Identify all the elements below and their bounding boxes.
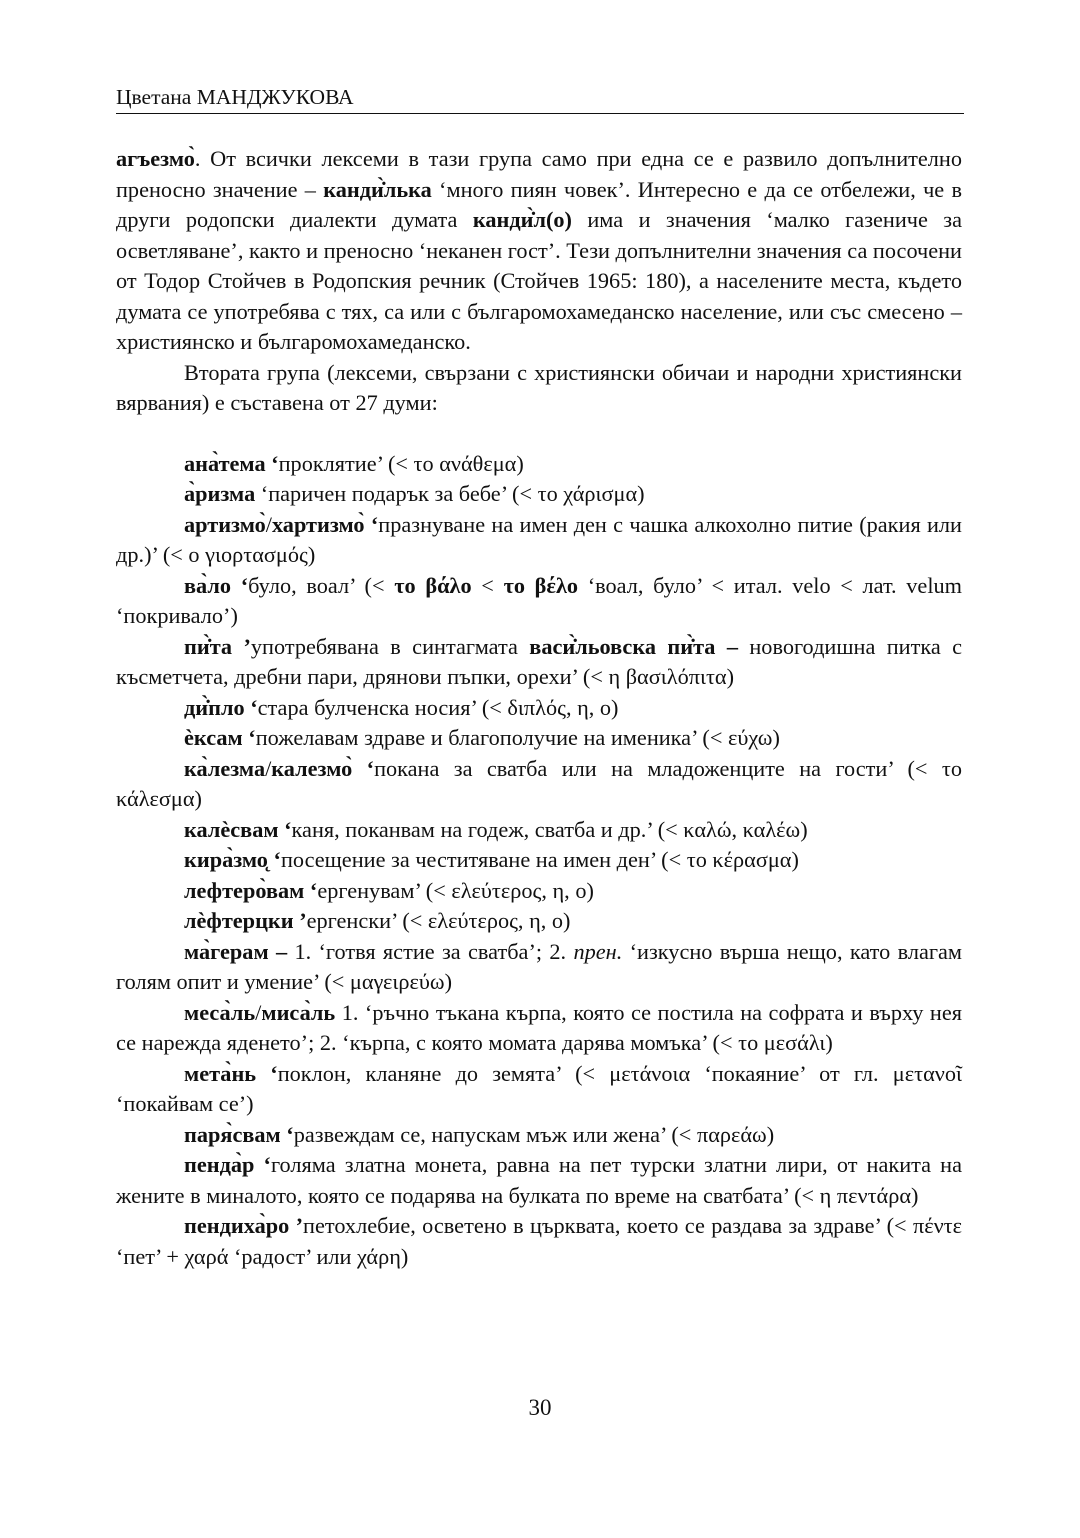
dictionary-entry bbox=[116, 632, 962, 693]
body-text: има и значения ‘малко газениче за осветляване’, както и преносно ‘неканен гост’. Тези допълнителни значения са посочени от Тодор Стойчев в Родопския речник (Стойчев 1965: 180), а населените места, където думата се употребява с тях, са или с българомохамеданско население, или със смесено – християнско и българомохамеданско. bbox=[116, 207, 962, 354]
headword-text: ва̀ло ‘ bbox=[184, 572, 249, 598]
headword-text: миса̀ль bbox=[261, 999, 336, 1025]
body-text: ‘много пиян човек’. Интересно е да се отбележи, че в други родопски диалекти думата bbox=[116, 176, 962, 232]
headword-text: васи̇̀льовска пи̇̀та – bbox=[529, 633, 738, 659]
dictionary-entry bbox=[116, 876, 962, 907]
dictionary-entry bbox=[116, 479, 962, 510]
dictionary-entry bbox=[116, 510, 962, 571]
body-text: развеждам се, напускам мъж или жена’ (< παρεάω) bbox=[293, 1121, 775, 1147]
headword-text: калезмо̀ ‘ bbox=[271, 755, 375, 781]
headword-text: кира̀змо̨ ‘ bbox=[184, 847, 281, 872]
page-body bbox=[116, 144, 962, 1272]
body-text: було, воал’ (< bbox=[248, 572, 395, 598]
body-text: празнуване на имен ден с чашка алкохолно питие (ракия или др.)’ (< ο γιορτασμός) bbox=[116, 511, 962, 567]
body-text: новогодишна питка с късметчета, дребни пари, дрянови пъпки, орехи’ (< η βασιλόπιτα) bbox=[116, 633, 963, 689]
headword-text: лефтеро̀вам ‘ bbox=[184, 877, 318, 903]
body-text: стара булченска носия’ (< διπλός, η, ο) bbox=[257, 694, 619, 720]
headword-text: ѐксам ‘ bbox=[184, 725, 256, 750]
paragraph bbox=[116, 358, 962, 419]
body-text: / bbox=[255, 999, 262, 1025]
body-text: петохлебие, осветено в църквата, което се раздава за здраве’ (< πέντε ‘пет’ + χαρά ‘радост’ или χάρη) bbox=[116, 1213, 962, 1269]
body-text: ергенски’ (< ελεύτερος, η, ο) bbox=[306, 908, 571, 933]
headword-text: канди̇̀лька bbox=[323, 176, 432, 202]
headword-text: меса̀ль bbox=[184, 999, 256, 1025]
body-text: проклятие’ (< το ανάθεμα) bbox=[278, 450, 524, 476]
dictionary-entry bbox=[116, 754, 962, 815]
dictionary-entry bbox=[116, 449, 962, 480]
headword-text: калѐсвам ‘ bbox=[184, 816, 292, 842]
headword-text: агъезмо̀ bbox=[116, 146, 195, 171]
headword-text: хартизмо̀ ‘ bbox=[271, 511, 379, 537]
body-text: ‘изкусно върша нещо, като влагам голям опит и умение’ (< μαγειρεύω) bbox=[116, 938, 962, 994]
body-text: / bbox=[265, 755, 272, 781]
headword-text: ма̀герам – bbox=[184, 938, 288, 964]
italic-text: прен. bbox=[573, 938, 623, 964]
headword-text: ди̇̀пло ‘ bbox=[184, 694, 258, 720]
headword-text: артизмо̀ bbox=[184, 511, 266, 537]
dictionary-entry bbox=[116, 845, 962, 876]
body-text: / bbox=[265, 511, 272, 537]
body-text: 1. ‘готвя ястие за сватба’; 2. bbox=[287, 938, 574, 964]
body-text: ‘паричен подарък за бебе’ (< το χάρισμα) bbox=[255, 481, 645, 506]
body-text: ергенувам’ (< ελεύτερος, η, ο) bbox=[317, 877, 594, 903]
headword-text: ка̀лезма bbox=[184, 755, 266, 781]
dictionary-entry bbox=[116, 1211, 962, 1272]
headword-text: паря̀свам ‘ bbox=[184, 1121, 294, 1147]
body-text: пожелавам здраве и благополучие на именика’ (< εύχω) bbox=[255, 725, 780, 750]
body-text: поклон, кланяне до земята’ (< μετάνοια ‘покаяние’ от гл. μετανοῖ ‘покайвам се’) bbox=[116, 1060, 962, 1116]
headword-text: пендиха̀ро ’ bbox=[184, 1213, 304, 1238]
body-text: 1. ‘ръчно тъкана кърпа, която се постила на софрата и върху нея се нарежда яденето’; 2. ‘кърпа, с която момата дарява момъка’ (< το μεσάλι) bbox=[116, 999, 962, 1055]
body-text: < bbox=[471, 572, 504, 598]
dictionary-entry bbox=[116, 723, 962, 754]
body-text: посещение за честитяване на имен ден’ (< το κέρασμα) bbox=[280, 847, 799, 872]
running-header bbox=[116, 84, 964, 114]
headword-text: лѐфтерцки ’ bbox=[184, 908, 307, 933]
dictionary-entry bbox=[116, 937, 962, 998]
body-text: голяма златна монета, равна на пет турски златни лири, от накита на жените в миналото, която се подарява на булката по време на сватбата’ (< η πεντάρα) bbox=[116, 1152, 963, 1208]
headword-text: канди̇̀л(о) bbox=[472, 207, 572, 232]
headword-text: пи̇̀та ’ bbox=[184, 633, 251, 659]
headword-text: ана̀тема ‘ bbox=[184, 450, 279, 476]
dictionary-entry bbox=[116, 571, 962, 632]
headword-text: το βέλο bbox=[503, 572, 579, 598]
body-text: ‘воал, було’ < итал. velo < лат. velum ‘покривало’) bbox=[116, 572, 963, 628]
body-text: каня, поканвам на годеж, сватба и др.’ (< καλώ, καλέω) bbox=[291, 816, 808, 842]
dictionary-entry bbox=[116, 1059, 962, 1120]
author-name: Цветана МАНДЖУКОВА bbox=[116, 85, 354, 109]
paragraph bbox=[116, 144, 962, 358]
body-text: употребявана в синтагмата bbox=[250, 633, 530, 659]
headword-text: а̀ризма bbox=[184, 481, 256, 506]
dictionary-entry bbox=[116, 906, 962, 937]
dictionary-entry bbox=[116, 1120, 962, 1151]
headword-text: το βάλο bbox=[394, 572, 472, 598]
body-text: покана за сватба или на младоженците на гости’ (< το κάλεσμα) bbox=[116, 755, 962, 811]
page-number: 30 bbox=[528, 1395, 552, 1420]
headword-text: мета̀нь ‘ bbox=[184, 1060, 278, 1086]
spacer bbox=[116, 419, 962, 449]
body-text: . От всички лексеми в тази група само при една се е развило допълнително преносно значение – bbox=[116, 146, 962, 202]
dictionary-entry bbox=[116, 693, 962, 724]
dictionary-entry bbox=[116, 815, 962, 846]
headword-text: пенда̀р ‘ bbox=[184, 1152, 271, 1177]
dictionary-entry bbox=[116, 998, 962, 1059]
body-text: Втората група (лексеми, свързани с християнски обичаи и народни християнски вярвания) е съставена от 27 думи: bbox=[116, 359, 962, 415]
dictionary-entry bbox=[116, 1150, 962, 1211]
